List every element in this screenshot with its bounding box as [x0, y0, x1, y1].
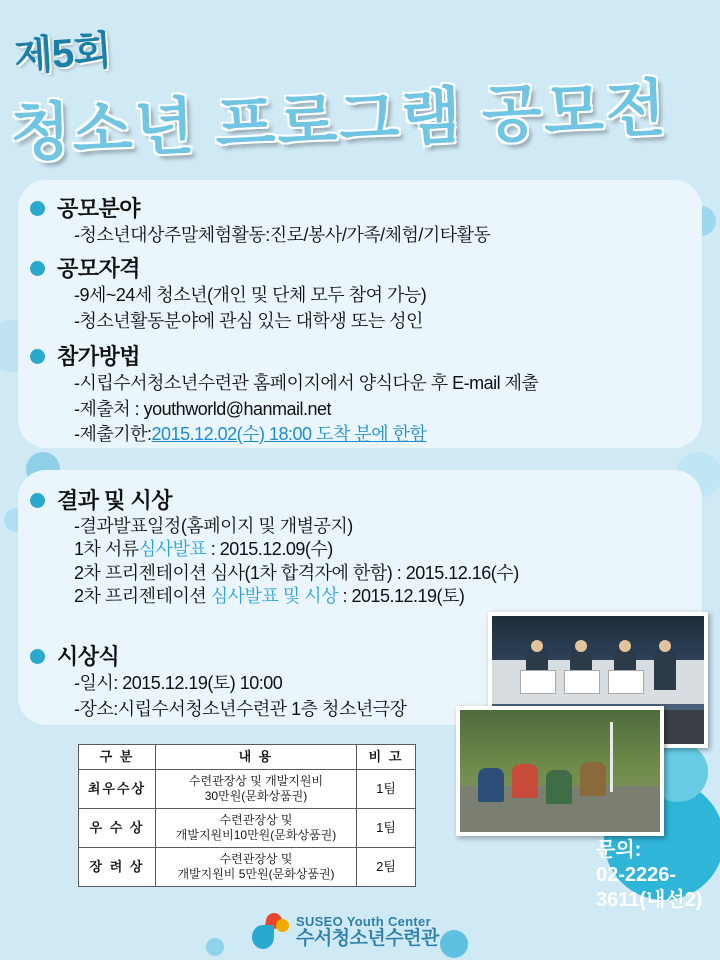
table-cell-line1: 수련관장상 및 [219, 813, 293, 828]
deadline-line [74, 422, 690, 448]
table-cell-line1: 수련관장상 및 [219, 852, 293, 867]
section-line: -장소:시립수서청소년수련관 1층 청소년극장 [74, 698, 407, 719]
section-heading: 공모분야 [57, 196, 141, 221]
table-cell-content [156, 848, 357, 887]
contact-phone-part2: 3611(내선2) [596, 889, 703, 911]
photo-person [478, 768, 504, 802]
table-header-row [79, 745, 416, 770]
result-round2: 2차 프리젠테이션 심사(1차 합격자에 한함) : 2015.12.16(수) [74, 562, 519, 583]
table-row [79, 848, 416, 887]
section-heading-row [30, 252, 690, 283]
logo-text [296, 915, 439, 949]
bullet-icon [30, 649, 45, 664]
section-line: -청소년대상주말체험활동:진로/봉사/가족/체험/기타활동 [74, 225, 491, 245]
section-results [30, 484, 690, 609]
section-heading: 결과 및 시상 [57, 488, 172, 513]
photo-person [654, 650, 676, 690]
table-row [79, 809, 416, 848]
photo-person-head [659, 640, 671, 652]
section-line: -결과발표일정(홈페이지 및 개별공지) [74, 516, 353, 536]
section-heading-row [30, 340, 690, 371]
section-howto [30, 340, 690, 448]
table-cell-line1: 수련관장상 및 개발지원비 [188, 774, 324, 789]
logo-text-en: SUSEO Youth Center [296, 914, 431, 930]
round3-highlight: 심사발표 및 시상 [210, 586, 338, 607]
round1-highlight: 심사발표 [138, 539, 207, 560]
section-heading: 시상식 [57, 644, 120, 669]
table-header-cell: 내 용 [156, 745, 357, 770]
table-row [79, 770, 416, 809]
section-eligibility [30, 252, 690, 334]
bullet-icon [30, 493, 45, 508]
title-edition: 제5회 [12, 28, 113, 80]
round1-suffix: : 2015.12.09(수) [206, 539, 333, 560]
table-header-cell: 비 고 [357, 745, 416, 770]
table-cell-grade: 우 수 상 [79, 809, 156, 848]
table-cell-grade: 최우수상 [79, 770, 156, 809]
submit-email-line: -제출처 : youthworld@hanmail.net [74, 398, 332, 419]
bullet-icon [30, 201, 45, 216]
suseo-logo-icon [250, 913, 290, 951]
section-heading: 참가방법 [57, 344, 141, 369]
footer-logo [250, 910, 480, 954]
table-cell-line2: 개발지원비10만원(문화상품권) [175, 828, 337, 843]
photo-award-board [564, 670, 600, 694]
section-line: -일시: 2015.12.19(토) 10:00 [74, 673, 283, 693]
bullet-icon [30, 261, 45, 276]
round3-prefix: 2차 프리젠테이션 [74, 586, 211, 607]
round1-prefix: 1차 서류 [74, 539, 139, 560]
section-heading-row [30, 484, 690, 515]
photo-person [512, 764, 538, 798]
poster-title [0, 8, 720, 168]
result-round1 [74, 538, 690, 561]
table-cell-content [156, 809, 357, 848]
photo-pole [610, 722, 613, 792]
table-cell-grade: 장 려 상 [79, 848, 156, 887]
section-line: -청소년활동분야에 관심 있는 대학생 또는 성인 [74, 310, 423, 331]
photo-person-head [575, 640, 587, 652]
photo-award-board [608, 670, 644, 694]
photo-outdoor-activity [456, 706, 664, 836]
contact-info [596, 838, 708, 913]
round3-suffix: : 2015.12.19(토) [337, 586, 465, 607]
table-cell-line2: 30만원(문화상품권) [204, 789, 308, 804]
photo-person-head [531, 640, 543, 652]
contact-label: 문의: [596, 839, 642, 861]
section-line: -9세~24세 청소년(개인 및 단체 모두 참여 가능) [74, 285, 427, 305]
bullet-icon [30, 349, 45, 364]
section-line: -시립수서청소년수련관 홈페이지에서 양식다운 후 E-mail 제출 [74, 373, 539, 393]
contact-phone-part1: 02-2226- [596, 864, 677, 886]
decor-bubble [206, 938, 224, 956]
title-main: 청소년 프로그램 공모전 [9, 74, 669, 169]
table-cell-content [156, 770, 357, 809]
section-heading-row [30, 192, 690, 223]
photo-person [546, 770, 572, 804]
table-header-cell: 구 분 [79, 745, 156, 770]
table-cell-line2: 개발지원비 5만원(문화상품권) [177, 867, 335, 882]
table-cell-note: 1팀 [357, 770, 416, 809]
prize-table [78, 744, 416, 887]
deadline-label: -제출기한: [74, 424, 152, 445]
section-heading: 공모자격 [57, 256, 141, 281]
result-round3 [74, 585, 690, 608]
table-cell-note: 2팀 [357, 848, 416, 887]
logo-shape-yellow [276, 919, 289, 932]
table-cell-note: 1팀 [357, 809, 416, 848]
deadline-value: 2015.12.02(수) 18:00 도착 분에 한함 [151, 424, 427, 445]
photo-person-head [619, 640, 631, 652]
photo-person [580, 762, 606, 796]
logo-shape-blue [252, 925, 274, 949]
logo-text-kr: 수서청소년수련관 [296, 927, 439, 949]
photo-award-board [520, 670, 556, 694]
section-field [30, 192, 690, 249]
